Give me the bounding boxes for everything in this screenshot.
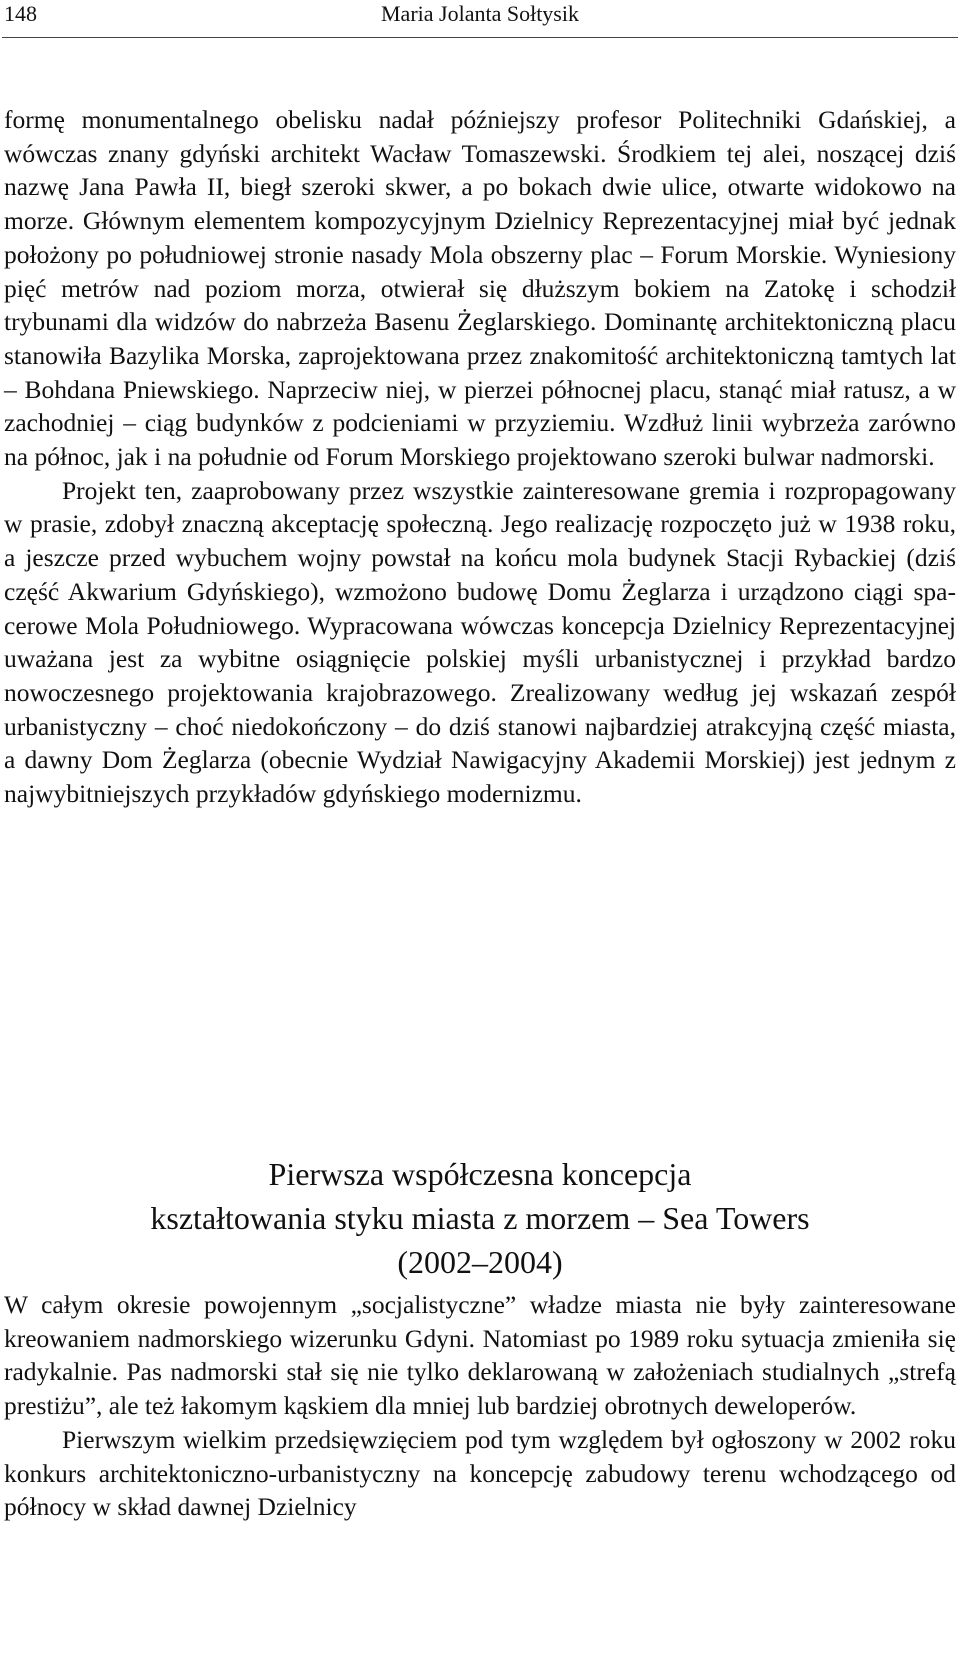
body-text-section-two	[4, 1288, 956, 1524]
running-head: Maria Jolanta Sołtysik	[381, 1, 579, 26]
paragraph: Pierwszym wielkim przedsięwzięciem pod tym względem był ogłoszony w 2002 roku konkurs architektoniczno-urbanistyczny na koncepcję zabudowy terenu wchodzącego od północy w skład dawnej Dzielnicy	[4, 1424, 956, 1522]
section-heading-line: kształtowania styku miasta z morzem – Sea Towers	[150, 1200, 810, 1236]
paragraph: W całym okresie powojennym „socjalistyczne” władze miasta nie były zainteresowane kreowaniem nadmorskiego wizerunku Gdyni. Natomiast po 1989 roku sytuacja zmieniła się radykalnie. Pas nadmorski stał się nie tylko deklarowaną w założeniach studialnych „strefą prestiżu”, ale też łakomym kąskiem dla mniej lub bardziej obrotnych deweloperów.	[4, 1290, 956, 1421]
page-number: 148	[4, 1, 37, 26]
header-rule	[2, 37, 958, 38]
page-header	[0, 0, 960, 40]
paragraph: formę monumentalnego obelisku nadał późniejszy profesor Politechniki Gdańskiej, a wówczas znany gdyński architekt Wacław Tomaszewski. Środkiem tej alei, noszącej dziś nazwę Jana Pawła II, biegł szeroki skwer, a po bokach dwie ulice, otwarte widokowo na morze. Głównym elementem kompozycyjnym Dzielnicy Reprezentacyjnej miał być jednak położony po południowej stronie nasady Mola obszerny plac – Forum Morskie. Wyniesiony pięć metrów nad poziom morza, otwierał się dłuższym bokiem na Zatokę i schodził trybunami dla widzów do nabrzeża Basenu Żeglarskiego. Dominantę architektoniczną placu stanowiła Bazylika Morska, zaprojektowana przez znakomitość architektoniczną tamtych lat – Bohdana Pniewskiego. Naprzeciw niej, w pierzei północnej placu, stanąć miał ratusz, a w zachodniej – ciąg budynków z podcieniami w przyziemiu. Wzdłuż linii wybrzeża zarówno na północ, jak i na południe od Forum Morskiego projektowano szeroki bulwar nadmorski.	[4, 105, 956, 472]
paragraph: Projekt ten, zaaprobowany przez wszystkie zainteresowane gremia i rozpropagowany w prasie, zdobył znaczną akceptację społeczną. Jego realizację rozpoczęto już w 1938 roku, a jeszcze przed wybuchem wojny powstał na końcu mola budynek Stacji Rybackiej (dziś część Akwarium Gdyńskiego), wzmożono budowę Domu Żeglarza i urządzono ciągi spacerowe Mola Południowego. Wypracowana wówczas koncepcja Dzielnicy Reprezentacyjnej uważana jest za wybitne osiągnięcie polskiej myśli urbanistycznej i przykład bardzo nowoczesnego projektowania krajobrazowego. Zrealizowany według jej wskazań zespół urbanistyczny – choć niedokończony – do dziś stanowi najbardziej atrakcyjną część miasta, a dawny Dom Żeglarza (obecnie Wydział Nawigacyjny Akademii Morskiej) jest jednym z najwybitniejszych przykładów gdyńskiego modernizmu.	[4, 475, 956, 809]
section-heading	[0, 1152, 960, 1284]
section-heading-line: (2002–2004)	[397, 1244, 563, 1280]
section-heading-line: Pierwsza współczesna koncepcja	[268, 1156, 692, 1192]
body-text-section-one	[4, 103, 956, 811]
